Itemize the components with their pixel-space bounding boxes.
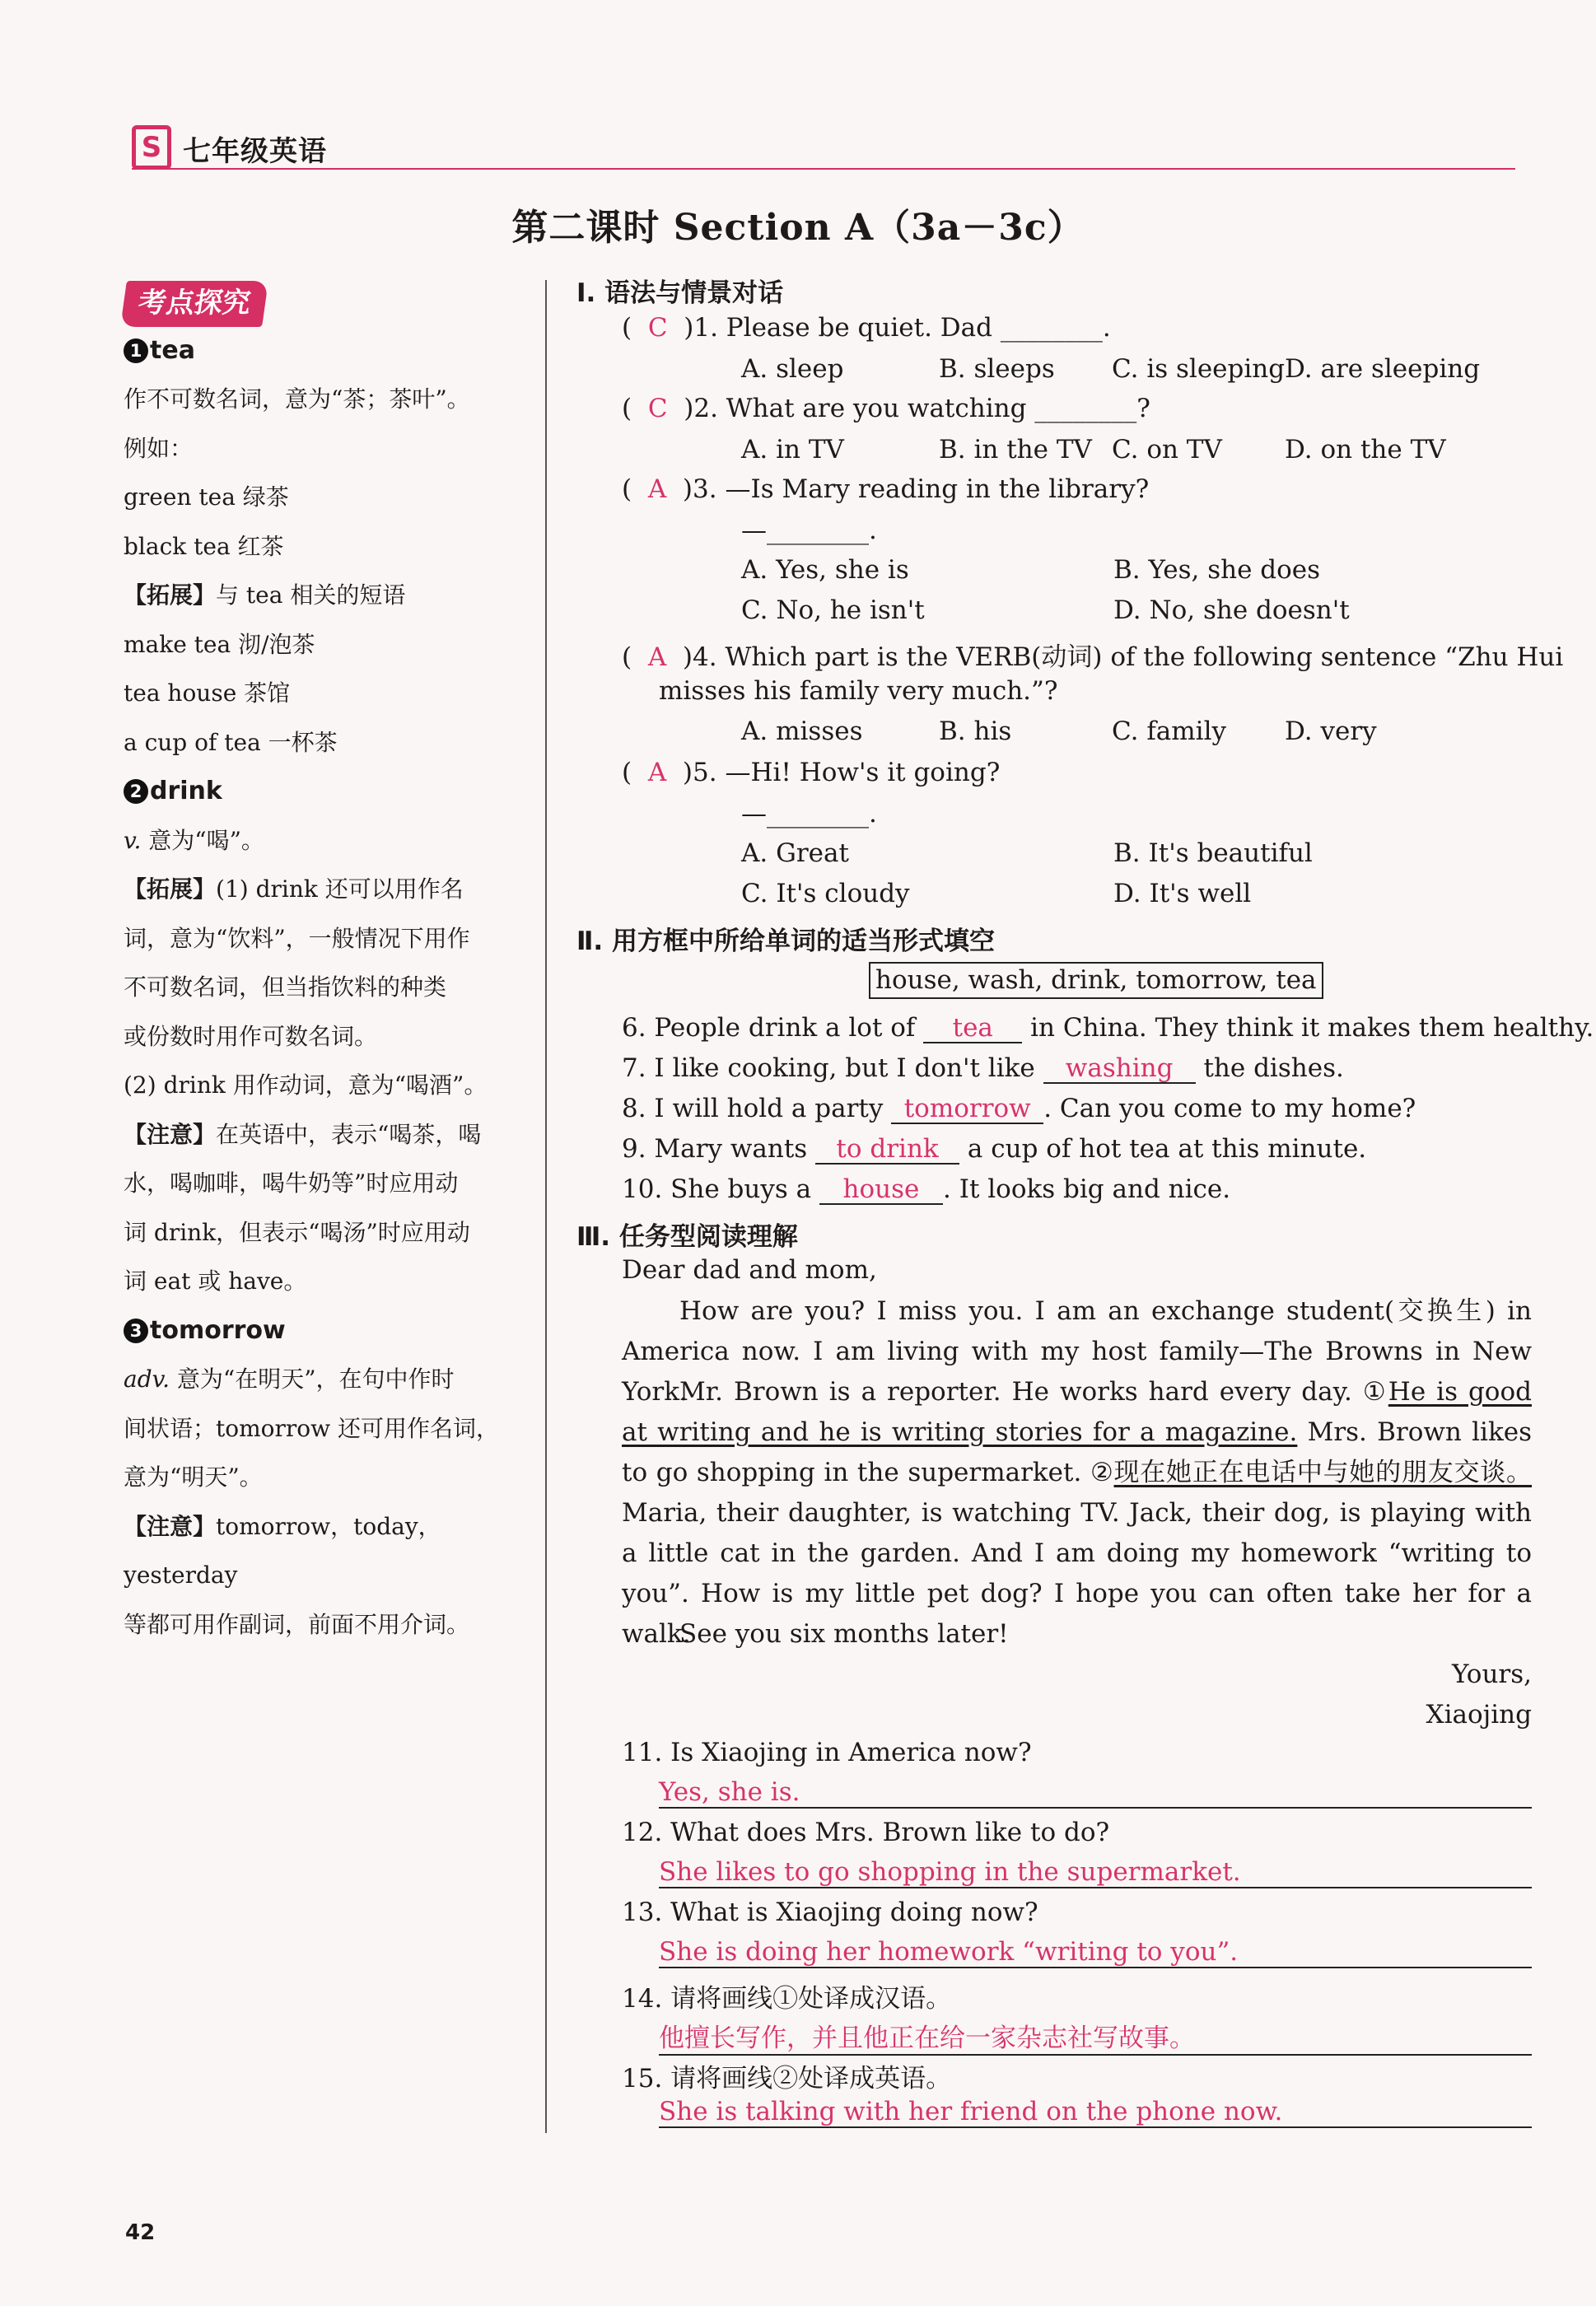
sentence-7: 7. I like cooking, but I don't like washing the dishes. xyxy=(622,1053,1344,1083)
drink-note-line-4: 词 eat 或 have。 xyxy=(124,1267,307,1295)
tomorrow-note-line-2: 等都可用作副词，前面不用介词。 xyxy=(124,1610,470,1638)
column-divider xyxy=(545,280,547,2133)
q4-option-b: B. his xyxy=(939,717,1012,746)
question-14: 14. 请将画线①处译成汉语。 xyxy=(622,1984,952,2014)
drink-note-line-1: 【注意】在英语中，表示“喝茶，喝 xyxy=(124,1120,482,1148)
drink-note-line-3: 词 drink，但表示“喝汤”时应用动 xyxy=(124,1218,470,1246)
section-title: 第二课时 Section A（3a－3c） xyxy=(511,207,1085,249)
q5-option-d: D. It's well xyxy=(1113,879,1252,908)
tea-example-1: green tea 绿茶 xyxy=(124,483,289,511)
drink-extension-line-4: 或份数时用作可数名词。 xyxy=(124,1022,378,1050)
letter-paragraph-2: Mr. Brown is a reporter. He works hard every day. ①He is good at writing and he is writing stories for a magazine. Mrs. Brown likes to go shopping in the supermarket. ②现在她正在电话中与她的朋友交谈。 Maria, their daughter, is watching TV. Jack, their dog, is playing with a little cat in the garden. And I am doing my homework “writing to you”. How is my little pet dog? I hope you can often take her for a walk. xyxy=(622,1377,1533,1649)
q4-stem-cont: misses his family very much.”? xyxy=(659,676,1058,706)
q3-stem: ( A )3. —Is Mary reading in the library? xyxy=(622,474,1150,504)
answer-12: She likes to go shopping in the supermarket. xyxy=(659,1857,1532,1888)
sentence-10: 10. She buys a house . It looks big and nice. xyxy=(622,1174,1231,1204)
word-box: house, wash, drink, tomorrow, tea xyxy=(869,962,1323,999)
tea-description: 作不可数名词，意为“茶；茶叶”。 xyxy=(124,385,470,413)
letter-paragraph-1: How are you? I miss you. I am an exchange student(交换生) in America now. I am living with my host family—The Browns in New York. xyxy=(622,1296,1532,1407)
tomorrow-line-2: 间状语；tomorrow 还可用作名词， xyxy=(124,1414,500,1442)
q3-reply: —________. xyxy=(741,516,877,545)
topic-tea: 1 tea xyxy=(124,326,527,376)
question-13: 13. What is Xiaojing doing now? xyxy=(622,1898,1038,1927)
q5-option-a: A. Great xyxy=(741,838,849,868)
page-number: 42 xyxy=(125,2220,156,2245)
q1-option-d: D. are sleeping xyxy=(1285,354,1481,384)
publisher-logo-icon: S xyxy=(132,125,171,170)
q4-option-d: D. very xyxy=(1285,717,1377,746)
q1-option-c: C. is sleeping xyxy=(1112,354,1286,384)
sentence-8: 8. I will hold a party tomorrow . Can you come to my home? xyxy=(622,1094,1416,1123)
book-title: 七年级英语 xyxy=(183,135,327,168)
q3-option-d: D. No, she doesn't xyxy=(1113,595,1350,625)
knowledge-points-column xyxy=(124,280,527,1649)
part2-heading: Ⅱ. 用方框中所给单词的适当形式填空 xyxy=(576,927,995,956)
question-15: 15. 请将画线②处译成英语。 xyxy=(622,2064,952,2094)
q2-option-c: C. on TV xyxy=(1112,435,1222,464)
q4-option-c: C. family xyxy=(1112,717,1227,746)
q2-stem: ( C )2. What are you watching ________? xyxy=(622,394,1150,423)
letter-greeting: Dear dad and mom, xyxy=(622,1255,877,1285)
q2-option-a: A. in TV xyxy=(741,435,844,464)
answer-15: She is talking with her friend on the phone now. xyxy=(659,2097,1532,2128)
answer-14: 他擅长写作，并且他正在给一家杂志社写故事。 xyxy=(659,2017,1532,2056)
question-11: 11. Is Xiaojing in America now? xyxy=(622,1738,1032,1767)
q5-reply: —________. xyxy=(741,799,877,829)
q4-stem: ( A )4. Which part is the VERB(动词) of the following sentence “Zhu Hui xyxy=(622,642,1564,672)
q5-stem: ( A )5. —Hi! How's it going? xyxy=(622,758,1001,787)
answer-13: She is doing her homework “writing to you”. xyxy=(659,1937,1532,1968)
question-12: 12. What does Mrs. Brown like to do? xyxy=(622,1818,1110,1847)
header-divider xyxy=(132,168,1515,170)
q5-option-b: B. It's beautiful xyxy=(1113,838,1313,868)
sentence-9: 9. Mary wants to drink a cup of hot tea at this minute. xyxy=(622,1134,1367,1164)
part1-heading: Ⅰ. 语法与情景对话 xyxy=(576,278,784,308)
q3-option-c: C. No, he isn't xyxy=(741,595,925,625)
q5-option-c: C. It's cloudy xyxy=(741,879,910,908)
tea-phrase-2: tea house 茶馆 xyxy=(124,679,291,707)
tea-phrase-3: a cup of tea 一杯茶 xyxy=(124,728,338,756)
topic-tomorrow: 3 tomorrow xyxy=(124,1306,527,1356)
drink-extension-line-3: 不可数名词，但当指饮料的种类 xyxy=(124,973,447,1001)
tea-extension: 【拓展】与 tea 相关的短语 xyxy=(124,581,406,609)
letter-signature: Xiaojing xyxy=(1426,1700,1532,1730)
drink-extension-2: (2) drink 用作动词，意为“喝酒”。 xyxy=(124,1071,488,1099)
q4-option-a: A. misses xyxy=(741,717,863,746)
q1-option-b: B. sleeps xyxy=(939,354,1055,384)
tomorrow-note-line-1: 【注意】tomorrow，today，yesterday xyxy=(124,1512,441,1589)
tomorrow-line-3: 意为“明天”。 xyxy=(124,1463,263,1491)
part3-heading: Ⅲ. 任务型阅读理解 xyxy=(576,1222,798,1252)
tea-example-2: black tea 红茶 xyxy=(124,532,284,560)
drink-note-line-2: 水，喝咖啡，喝牛奶等”时应用动 xyxy=(124,1169,459,1197)
letter-paragraph-3: See you six months later! xyxy=(679,1619,1009,1649)
tomorrow-line-1: adv. 意为“在明天”，在句中作时 xyxy=(124,1365,455,1393)
letter-signoff: Yours, xyxy=(1452,1659,1532,1689)
q3-option-a: A. Yes, she is xyxy=(741,555,909,585)
sentence-6: 6. People drink a lot of tea in China. They think it makes them healthy. xyxy=(622,1013,1594,1043)
q2-option-b: B. in the TV xyxy=(939,435,1092,464)
topic-drink: 2 drink xyxy=(124,767,527,816)
answer-11: Yes, she is. xyxy=(659,1777,1532,1809)
drink-extension-line-1: 【拓展】(1) drink 还可以用作名 xyxy=(124,875,464,903)
tea-example-label: 例如： xyxy=(124,434,194,462)
drink-description: v. 意为“喝”。 xyxy=(124,826,264,854)
knowledge-badge: 考点探究 xyxy=(120,281,268,327)
q2-option-d: D. on the TV xyxy=(1285,435,1446,464)
q1-option-a: A. sleep xyxy=(741,354,844,384)
q3-option-b: B. Yes, she does xyxy=(1113,555,1321,585)
drink-extension-line-2: 词，意为“饮料”，一般情况下用作 xyxy=(124,924,470,952)
tea-phrase-1: make tea 沏/泡茶 xyxy=(124,630,315,658)
q1-stem: ( C )1. Please be quiet. Dad ________. xyxy=(622,313,1111,343)
